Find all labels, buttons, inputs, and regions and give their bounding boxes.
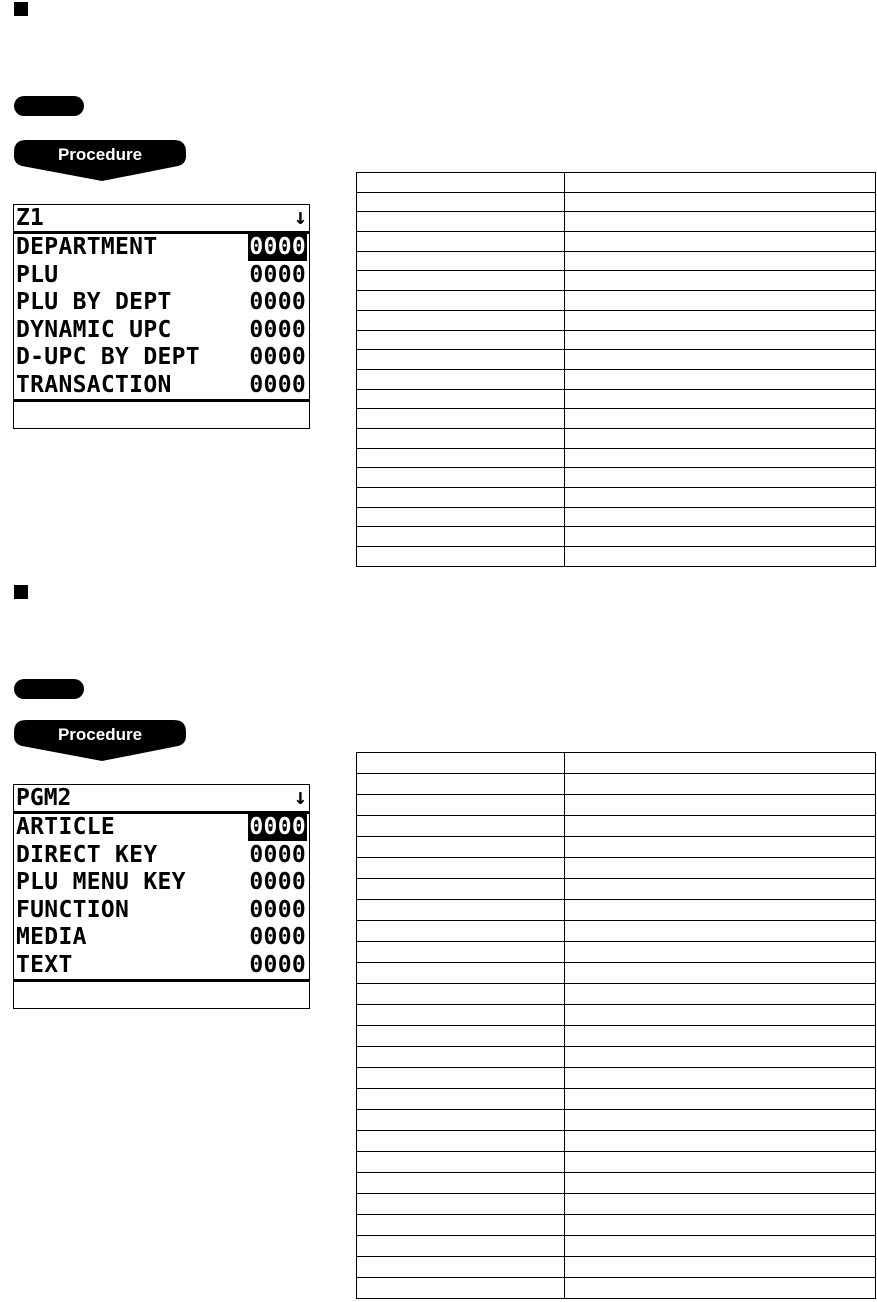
table-cell xyxy=(357,984,565,1005)
table-row xyxy=(357,1194,876,1215)
table-cell xyxy=(357,1215,565,1236)
table-row xyxy=(357,1005,876,1026)
display-row[interactable] xyxy=(14,897,309,925)
table-row xyxy=(357,1236,876,1257)
table-cell xyxy=(357,774,565,795)
table-cell xyxy=(565,448,876,468)
display-row[interactable] xyxy=(14,372,309,400)
down-arrow-icon: ↓ xyxy=(293,785,307,810)
table-row xyxy=(357,547,876,567)
table-cell xyxy=(357,795,565,816)
table-cell xyxy=(565,232,876,252)
display-row[interactable] xyxy=(14,952,309,980)
table-row xyxy=(357,963,876,984)
table-cell xyxy=(357,330,565,350)
table-cell xyxy=(565,753,876,774)
table-row xyxy=(357,942,876,963)
table-cell xyxy=(357,1089,565,1110)
display-title-bar xyxy=(14,785,309,814)
display-row-value: 0000 xyxy=(249,316,306,343)
table-cell xyxy=(565,1215,876,1236)
table-cell xyxy=(565,369,876,389)
display-row-label: TRANSACTION xyxy=(16,371,172,398)
table-cell xyxy=(565,291,876,311)
table-cell xyxy=(565,900,876,921)
table-cell xyxy=(565,921,876,942)
display-row-value: 0000 xyxy=(249,814,306,841)
table-cell xyxy=(565,330,876,350)
table-cell xyxy=(357,271,565,291)
procedure-banner xyxy=(14,140,186,182)
table-cell xyxy=(357,310,565,330)
display-row-value: 0000 xyxy=(249,234,306,261)
display-row-value: 0000 xyxy=(249,261,306,288)
procedure-banner xyxy=(14,720,186,762)
display-row[interactable] xyxy=(14,317,309,345)
table-cell xyxy=(565,1173,876,1194)
table-row xyxy=(357,173,876,193)
display-row-label: D-UPC BY DEPT xyxy=(16,344,200,371)
display-row-value: 0000 xyxy=(249,869,306,896)
table-row xyxy=(357,1089,876,1110)
table-cell xyxy=(357,389,565,409)
table-row xyxy=(357,369,876,389)
table-cell xyxy=(357,1257,565,1278)
table-row xyxy=(357,1131,876,1152)
table-cell xyxy=(357,963,565,984)
table-cell xyxy=(357,837,565,858)
table-row xyxy=(357,1152,876,1173)
table-cell xyxy=(565,942,876,963)
table-row xyxy=(357,232,876,252)
table-row xyxy=(357,837,876,858)
display-row-value: 0000 xyxy=(249,924,306,951)
table-row xyxy=(357,192,876,212)
table-row xyxy=(357,900,876,921)
display-row-label: PLU BY DEPT xyxy=(16,289,172,316)
table-cell xyxy=(357,1026,565,1047)
table-cell xyxy=(565,795,876,816)
display-row-value: 0000 xyxy=(249,344,306,371)
table-cell xyxy=(565,389,876,409)
table-cell xyxy=(565,527,876,547)
table-cell xyxy=(565,1047,876,1068)
table-cell xyxy=(565,774,876,795)
display-row-label: DYNAMIC UPC xyxy=(16,316,172,343)
table-cell xyxy=(565,488,876,508)
display-row[interactable] xyxy=(14,344,309,372)
display-row[interactable] xyxy=(14,924,309,952)
table-row xyxy=(357,409,876,429)
table-row xyxy=(357,389,876,409)
section-bullet xyxy=(14,2,28,16)
table-row xyxy=(357,527,876,547)
table-cell xyxy=(565,251,876,271)
table-cell xyxy=(565,816,876,837)
table-cell xyxy=(565,1131,876,1152)
procedure-label: Procedure xyxy=(57,725,143,744)
table-row xyxy=(357,753,876,774)
display-row-value: 0000 xyxy=(249,289,306,316)
table-row xyxy=(357,921,876,942)
table-cell xyxy=(357,232,565,252)
table-cell xyxy=(565,1026,876,1047)
table-cell xyxy=(565,310,876,330)
table-cell xyxy=(357,488,565,508)
settings-table xyxy=(356,752,876,1299)
display-row-label: MEDIA xyxy=(16,924,87,951)
table-cell xyxy=(357,879,565,900)
table-cell xyxy=(357,291,565,311)
settings-table xyxy=(356,172,876,567)
display-row[interactable] xyxy=(14,869,309,897)
table-cell xyxy=(565,858,876,879)
down-arrow-icon: ↓ xyxy=(293,205,307,230)
table-cell xyxy=(565,507,876,527)
table-row xyxy=(357,816,876,837)
display-footer xyxy=(14,979,309,1008)
table-cell xyxy=(357,1110,565,1131)
table-cell xyxy=(357,1173,565,1194)
table-row xyxy=(357,879,876,900)
table-cell xyxy=(357,192,565,212)
table-cell xyxy=(565,1152,876,1173)
display-title: PGM2 xyxy=(16,785,72,811)
table-cell xyxy=(357,507,565,527)
table-cell xyxy=(565,192,876,212)
table-row xyxy=(357,330,876,350)
display-title-bar xyxy=(14,205,309,234)
table-cell xyxy=(565,837,876,858)
table-cell xyxy=(565,879,876,900)
table-row xyxy=(357,1215,876,1236)
display-row-label: ARTICLE xyxy=(16,814,116,841)
display-title: Z1 xyxy=(16,205,44,231)
table-cell xyxy=(357,900,565,921)
table-row xyxy=(357,251,876,271)
table-cell xyxy=(565,1236,876,1257)
table-row xyxy=(357,1026,876,1047)
table-cell xyxy=(357,1047,565,1068)
table-cell xyxy=(357,251,565,271)
table-cell xyxy=(357,942,565,963)
section-bullet xyxy=(14,585,28,599)
table-cell xyxy=(357,921,565,942)
table-row xyxy=(357,1257,876,1278)
table-row xyxy=(357,428,876,448)
table-cell xyxy=(357,1194,565,1215)
table-cell xyxy=(357,468,565,488)
table-cell xyxy=(565,428,876,448)
table-cell xyxy=(565,409,876,429)
procedure-label: Procedure xyxy=(57,145,143,164)
table-cell xyxy=(565,963,876,984)
table-cell xyxy=(357,1068,565,1089)
display-row[interactable] xyxy=(14,289,309,317)
table-cell xyxy=(565,271,876,291)
display-row-label: DIRECT KEY xyxy=(16,841,158,868)
display-row-value: 0000 xyxy=(249,951,306,978)
table-row xyxy=(357,488,876,508)
table-row xyxy=(357,212,876,232)
display-footer xyxy=(14,399,309,428)
table-row xyxy=(357,795,876,816)
display-row-label: DEPARTMENT xyxy=(16,234,158,261)
display-row[interactable] xyxy=(14,814,309,842)
table-cell xyxy=(357,753,565,774)
table-cell xyxy=(357,547,565,567)
display-row[interactable] xyxy=(14,842,309,870)
table-cell xyxy=(565,1089,876,1110)
table-cell xyxy=(565,173,876,193)
table-cell xyxy=(357,448,565,468)
table-cell xyxy=(357,369,565,389)
table-row xyxy=(357,507,876,527)
table-cell xyxy=(357,858,565,879)
table-row xyxy=(357,468,876,488)
table-cell xyxy=(565,1257,876,1278)
table-row xyxy=(357,350,876,370)
table-row xyxy=(357,1110,876,1131)
table-cell xyxy=(357,350,565,370)
mode-badge xyxy=(14,96,84,116)
display-row-label: TEXT xyxy=(16,951,73,978)
display-row-label: FUNCTION xyxy=(16,896,130,923)
lcd-display xyxy=(13,204,310,429)
table-cell xyxy=(357,1005,565,1026)
table-row xyxy=(357,774,876,795)
display-row-value: 0000 xyxy=(249,896,306,923)
table-row xyxy=(357,984,876,1005)
table-row xyxy=(357,310,876,330)
table-cell xyxy=(357,409,565,429)
table-cell xyxy=(565,547,876,567)
table-row xyxy=(357,1047,876,1068)
display-row-value: 0000 xyxy=(249,841,306,868)
table-cell xyxy=(565,1005,876,1026)
display-row-value: 0000 xyxy=(249,371,306,398)
table-cell xyxy=(357,1131,565,1152)
table-cell xyxy=(565,1194,876,1215)
table-cell xyxy=(565,984,876,1005)
table-cell xyxy=(565,1068,876,1089)
display-row[interactable] xyxy=(14,262,309,290)
table-row xyxy=(357,271,876,291)
table-cell xyxy=(357,428,565,448)
display-row-label: PLU xyxy=(16,261,59,288)
table-row xyxy=(357,858,876,879)
table-cell xyxy=(565,468,876,488)
display-row-label: PLU MENU KEY xyxy=(16,869,186,896)
table-cell xyxy=(357,1278,565,1299)
table-row xyxy=(357,1278,876,1299)
table-row xyxy=(357,1068,876,1089)
table-row xyxy=(357,448,876,468)
table-cell xyxy=(357,816,565,837)
table-cell xyxy=(565,212,876,232)
mode-badge xyxy=(14,679,84,699)
table-row xyxy=(357,291,876,311)
display-row[interactable] xyxy=(14,234,309,262)
table-cell xyxy=(357,173,565,193)
table-cell xyxy=(565,350,876,370)
table-cell xyxy=(565,1278,876,1299)
lcd-display xyxy=(13,784,310,1009)
table-cell xyxy=(357,212,565,232)
table-cell xyxy=(357,1152,565,1173)
table-cell xyxy=(357,527,565,547)
table-cell xyxy=(357,1236,565,1257)
table-cell xyxy=(565,1110,876,1131)
table-row xyxy=(357,1173,876,1194)
